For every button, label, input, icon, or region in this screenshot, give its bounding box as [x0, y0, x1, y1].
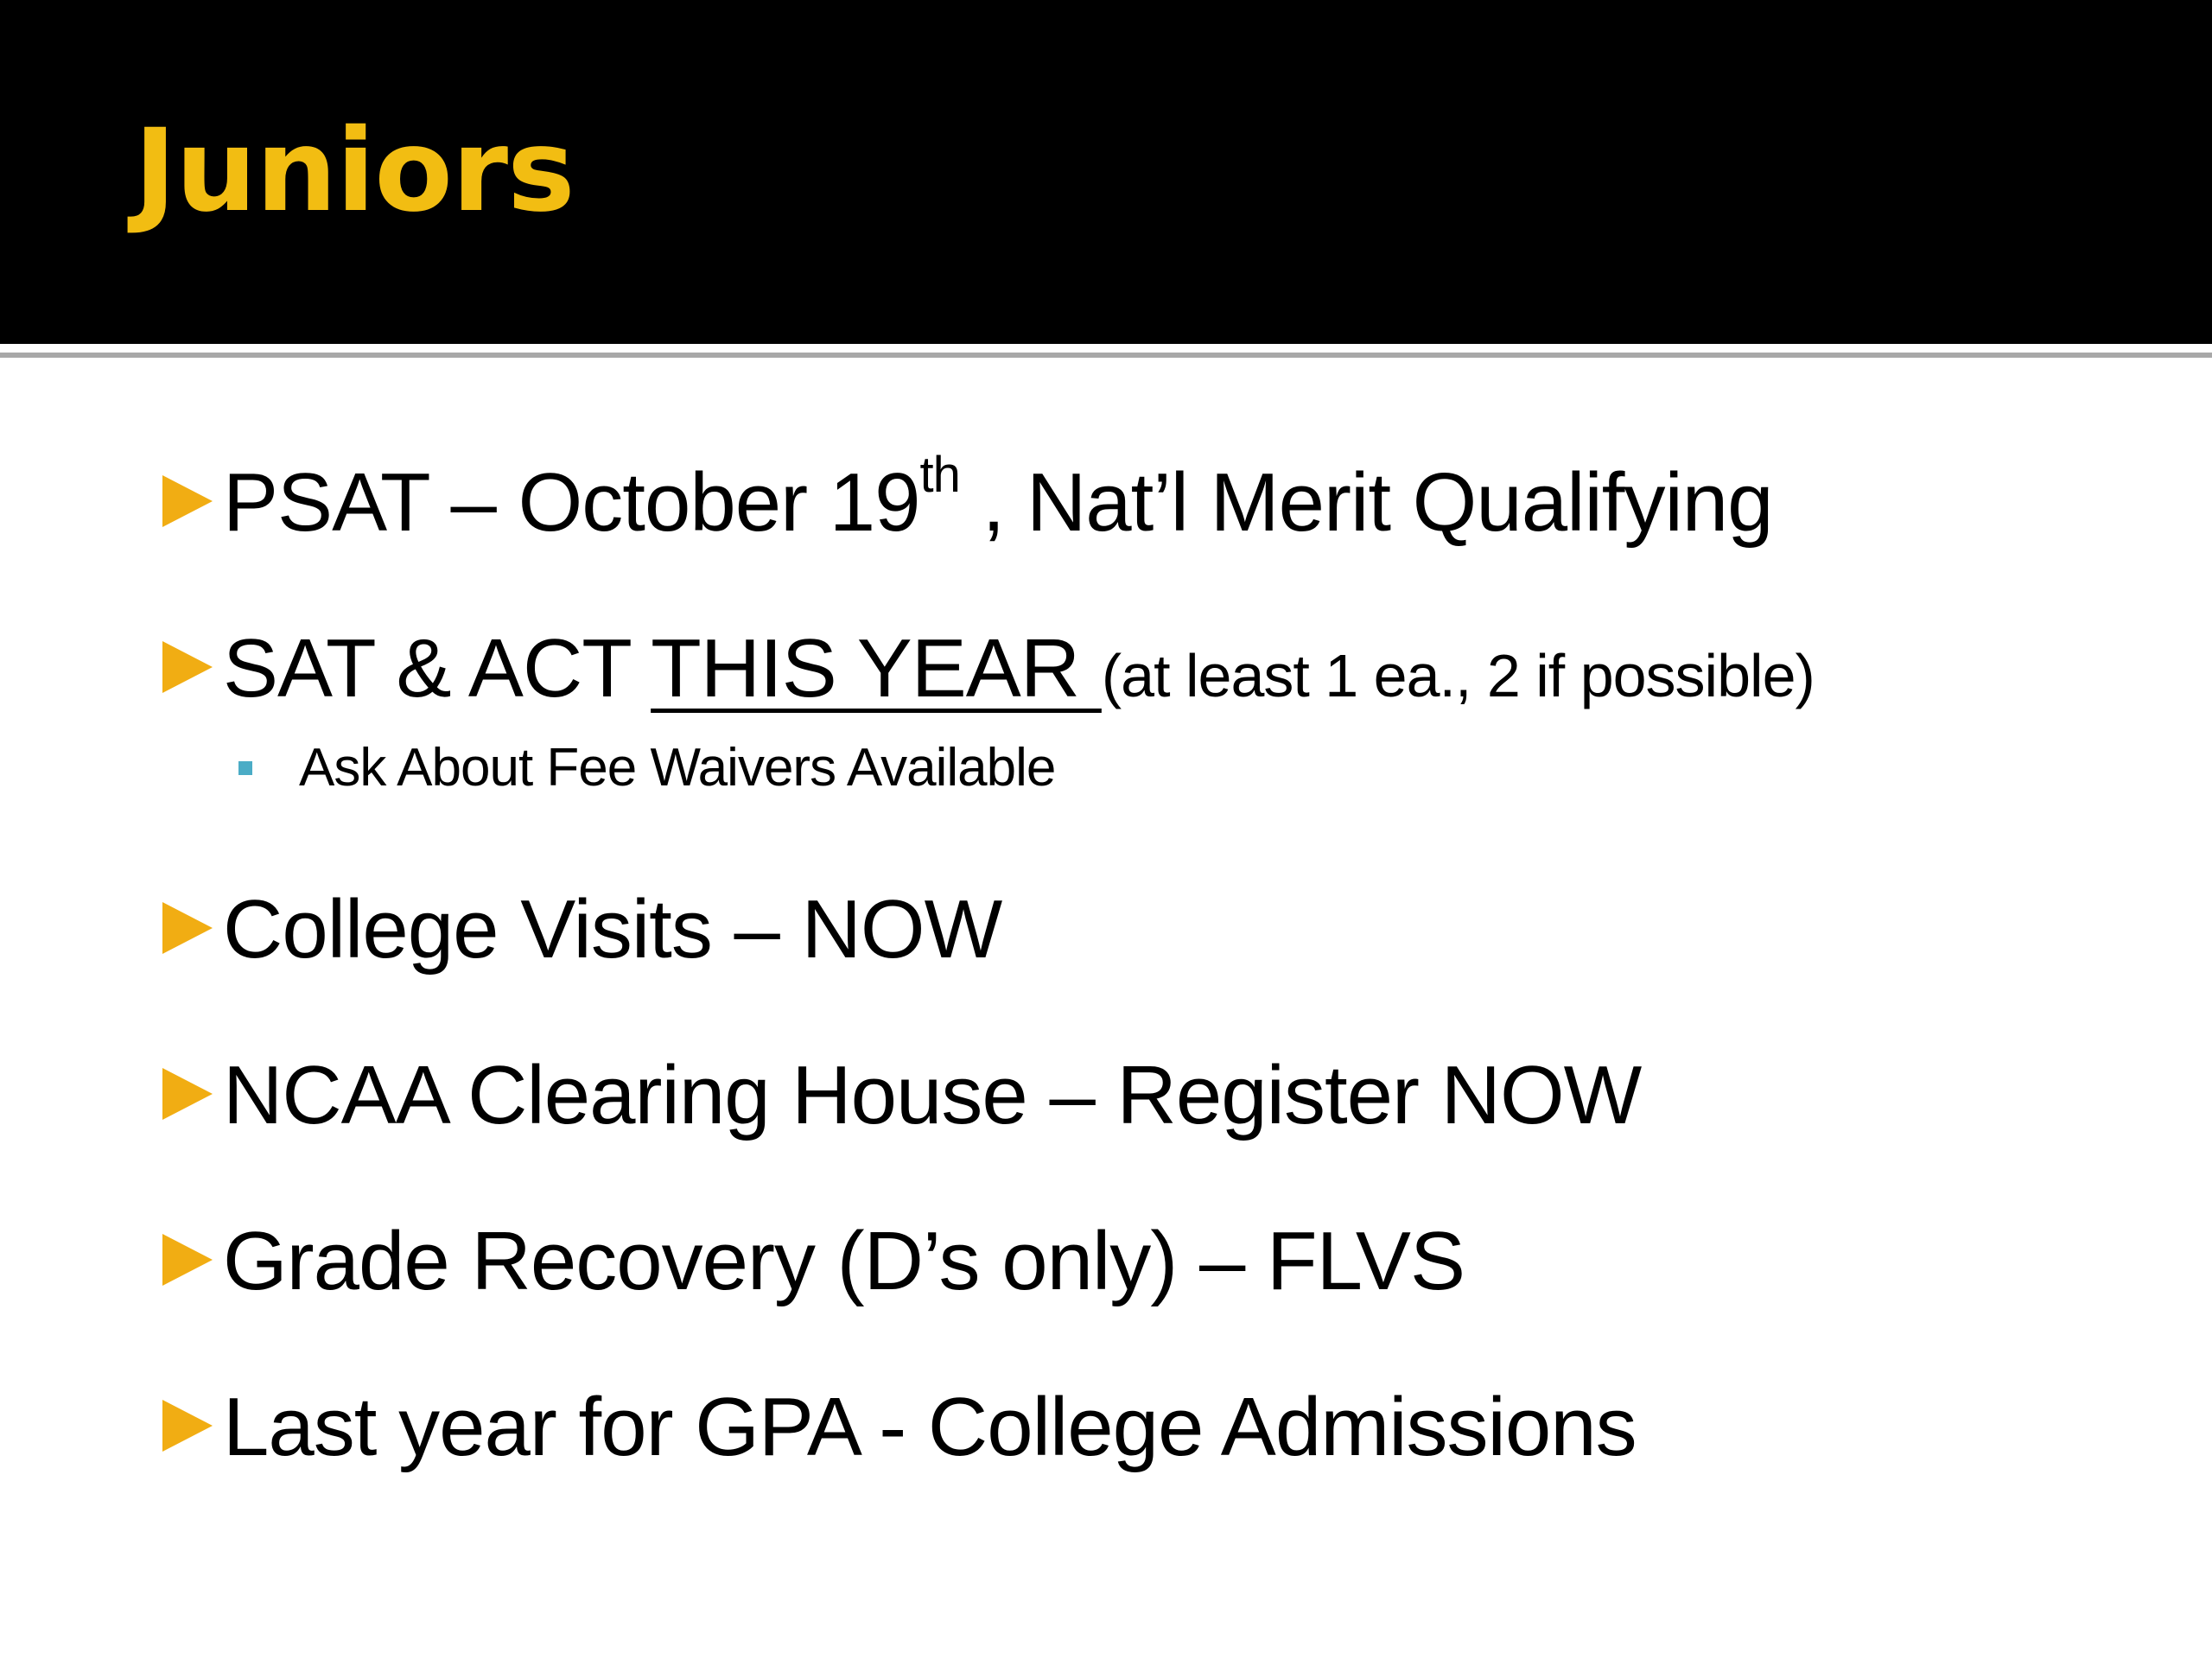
bullet-gpa	[162, 1381, 1637, 1473]
triangle-bullet-icon	[162, 1400, 213, 1452]
bullet-text: Grade Recovery (D’s only) – FLVS	[223, 1215, 1465, 1307]
bullet-grade-recovery	[162, 1215, 1465, 1307]
sub-bullet-fee-waivers	[238, 738, 1056, 798]
bullet-text: SAT & ACT THIS YEAR (at least 1 ea., 2 if possible)	[223, 622, 1815, 715]
triangle-bullet-icon	[162, 475, 213, 527]
triangle-bullet-icon	[162, 1068, 213, 1120]
sub-bullet-text: Ask About Fee Waivers Available	[299, 738, 1056, 798]
triangle-bullet-icon	[162, 902, 213, 954]
triangle-bullet-icon	[162, 641, 213, 693]
bullet-note: (at least 1 ea., 2 if possible)	[1101, 642, 1815, 709]
bullet-text: Last year for GPA - College Admissions	[223, 1381, 1637, 1473]
slide-title: Juniors	[134, 105, 575, 238]
bullet-text: NCAA Clearing House – Register NOW	[223, 1049, 1642, 1141]
underlined-emphasis: THIS YEAR	[651, 622, 1102, 715]
bullet-college-visits	[162, 883, 1002, 976]
bullet-text: College Visits – NOW	[223, 883, 1002, 976]
triangle-bullet-icon	[162, 1234, 213, 1286]
bullet-text: PSAT – October 19th , Nat’l Merit Qualifying	[223, 447, 1773, 549]
bullet-ncaa	[162, 1049, 1642, 1141]
bullet-psat	[162, 447, 1773, 549]
square-bullet-icon	[238, 761, 252, 775]
bullet-sat-act	[162, 622, 1815, 715]
